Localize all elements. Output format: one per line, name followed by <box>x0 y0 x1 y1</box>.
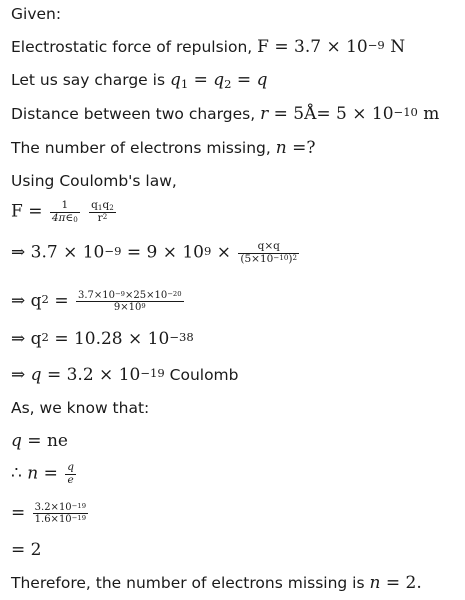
find-n: The number of electrons missing, n =? <box>11 138 316 158</box>
charge-assumption: Let us say charge is $q_1 = q_2 = q$ <box>11 70 268 91</box>
n-substitution: = $\frac{3.2\times 10^{-19}}{1.6\times 10^{-19}}$ <box>11 502 87 525</box>
n-result: = 2 <box>11 540 42 560</box>
q-equals-ne: q = ne <box>11 431 68 451</box>
given-label: Given: <box>11 5 62 23</box>
coulomb-intro: Using Coulomb's law, <box>11 172 177 190</box>
coulomb-constant-fraction: $\frac{1}{4\pi\in_0}$ <box>51 199 78 225</box>
we-know-label: As, we know that: <box>11 399 150 417</box>
q-squared-value: ⇒ $q^2 = 10.28 \times 10^{-38}$ <box>11 329 194 349</box>
substitution-step: ⇒ $3.7 \times 10^{-9} = 9 \times 10^9$ × $\frac{q\times q}{(5\times 10^{-10})^2}$ <box>11 240 298 265</box>
q-squared-fraction: ⇒ $q^2$ = $\frac{3.7\times 10^{-9}\times 25\times 10^{-20}}{9\times 10^9}$ <box>11 290 182 313</box>
given-force: Electrostatic force of repulsion, $F = 3.7 \times 10^{-9}$ N <box>11 37 406 57</box>
charge-over-distance-fraction: $\frac{q_1q_2}{r^2}$ <box>91 199 114 224</box>
coulomb-formula: F = $\frac{1}{4\pi\in_0}$ $\frac{q_1q_2}{r^2}$ <box>11 199 114 225</box>
given-distance: Distance between two charges, r = 5Å= $5 \times 10^{-10}$ m <box>11 104 440 124</box>
conclusion: Therefore, the number of electrons missing is n = 2. <box>11 573 422 593</box>
n-formula: ∴ n = $\frac{q}{e}$ <box>11 461 74 486</box>
q-value: ⇒ $q = 3.2 \times 10^{-19}$ Coulomb <box>11 365 239 385</box>
